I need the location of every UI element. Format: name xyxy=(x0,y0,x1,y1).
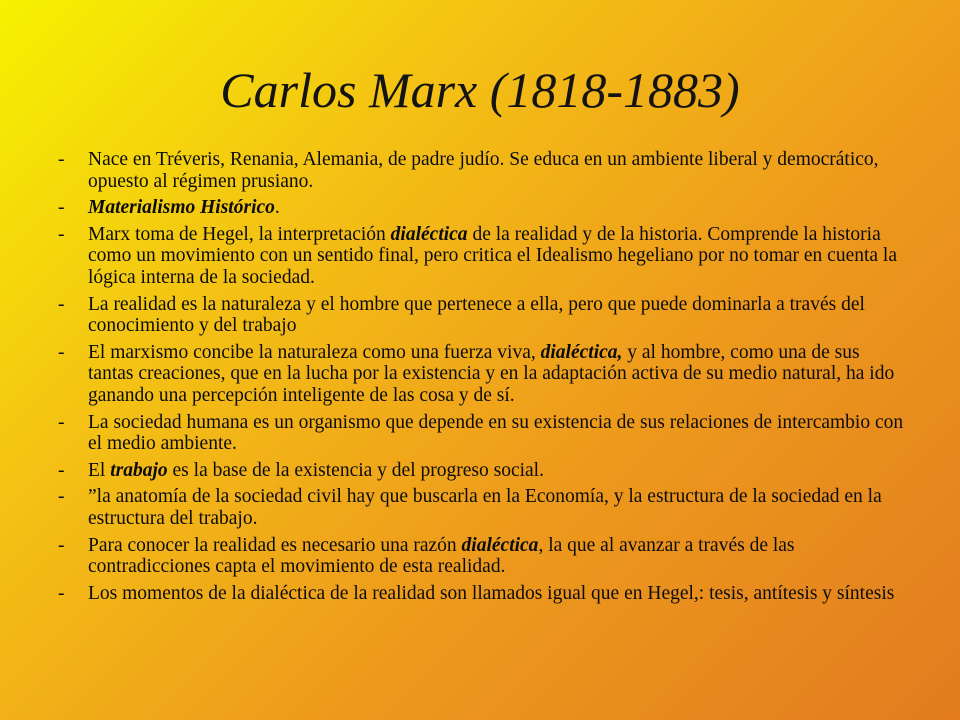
bullet-text: y al hombre, como una de sus tantas creaciones, que en la lucha por la existencia y en la adaptación activa de su medio natural, ha ido ganando una percepción inteligente de las cosa y de sí. xyxy=(88,341,895,406)
bullet-text: de la realidad y de la historia. Comprende la historia como un movimiento con un sentido final, pero critica el Idealismo hegeliano por no tomar en cuenta la lógica interna de la sociedad. xyxy=(88,223,898,288)
bullet-dash: - xyxy=(58,341,65,363)
bullet-item xyxy=(58,460,908,482)
bullet-text: La realidad es la naturaleza y el hombre que pertenece a ella, pero que puede dominarla a través del conocimiento y del trabajo xyxy=(88,293,865,337)
bullet-list xyxy=(58,149,908,609)
bullet-emphasis: Materialismo Histórico xyxy=(88,197,275,219)
slide-title: Carlos Marx (1818-1883) xyxy=(220,62,740,118)
bullet-item xyxy=(58,486,908,529)
bullet-text: , la que al avanzar a través de las contradicciones capta el movimiento de esta realidad. xyxy=(88,534,795,578)
bullet-item xyxy=(58,583,908,605)
bullet-dash: - xyxy=(58,411,65,433)
bullet-emphasis: dialéctica xyxy=(461,534,539,556)
bullet-text: . xyxy=(274,197,280,219)
bullet-emphasis: trabajo xyxy=(110,459,168,481)
bullet-text: Marx toma de Hegel, la interpretación xyxy=(88,223,391,245)
bullet-item xyxy=(58,149,908,192)
bullet-item xyxy=(58,342,908,407)
bullet-dash: - xyxy=(58,534,65,556)
bullet-emphasis: dialéctica, xyxy=(540,341,623,363)
bullet-item xyxy=(58,197,908,219)
bullet-dash: - xyxy=(58,582,65,604)
bullet-text: es la base de la existencia y del progreso social. xyxy=(167,459,544,481)
bullet-text: Nace en Tréveris, Renania, Alemania, de padre judío. Se educa en un ambiente liberal y democrático, opuesto al régimen prusiano. xyxy=(88,149,879,192)
bullet-emphasis: dialéctica xyxy=(390,223,468,245)
bullet-text: Los momentos de la dialéctica de la realidad son llamados igual que en Hegel,: tesis, antítesis y síntesis xyxy=(88,582,895,604)
bullet-text: El marxismo concibe la naturaleza como una fuerza viva, xyxy=(88,341,541,363)
bullet-item xyxy=(58,535,908,578)
bullet-item xyxy=(58,412,908,455)
bullet-text: ”la anatomía de la sociedad civil hay que buscarla en la Economía, y la estructura de la sociedad en la estructura del trabajo. xyxy=(88,486,882,529)
bullet-dash: - xyxy=(58,293,65,315)
bullet-dash: - xyxy=(58,197,65,219)
bullet-dash: - xyxy=(58,223,65,245)
bullet-text: La sociedad humana es un organismo que depende en su existencia de sus relaciones de intercambio con el medio ambiente. xyxy=(88,411,904,455)
bullet-text: El xyxy=(88,459,111,481)
bullet-item xyxy=(58,294,908,337)
bullet-text: Para conocer la realidad es necesario una razón xyxy=(88,534,462,556)
bullet-item xyxy=(58,224,908,289)
bullet-dash: - xyxy=(58,149,65,170)
bullet-dash: - xyxy=(58,486,65,508)
bullet-dash: - xyxy=(58,459,65,481)
